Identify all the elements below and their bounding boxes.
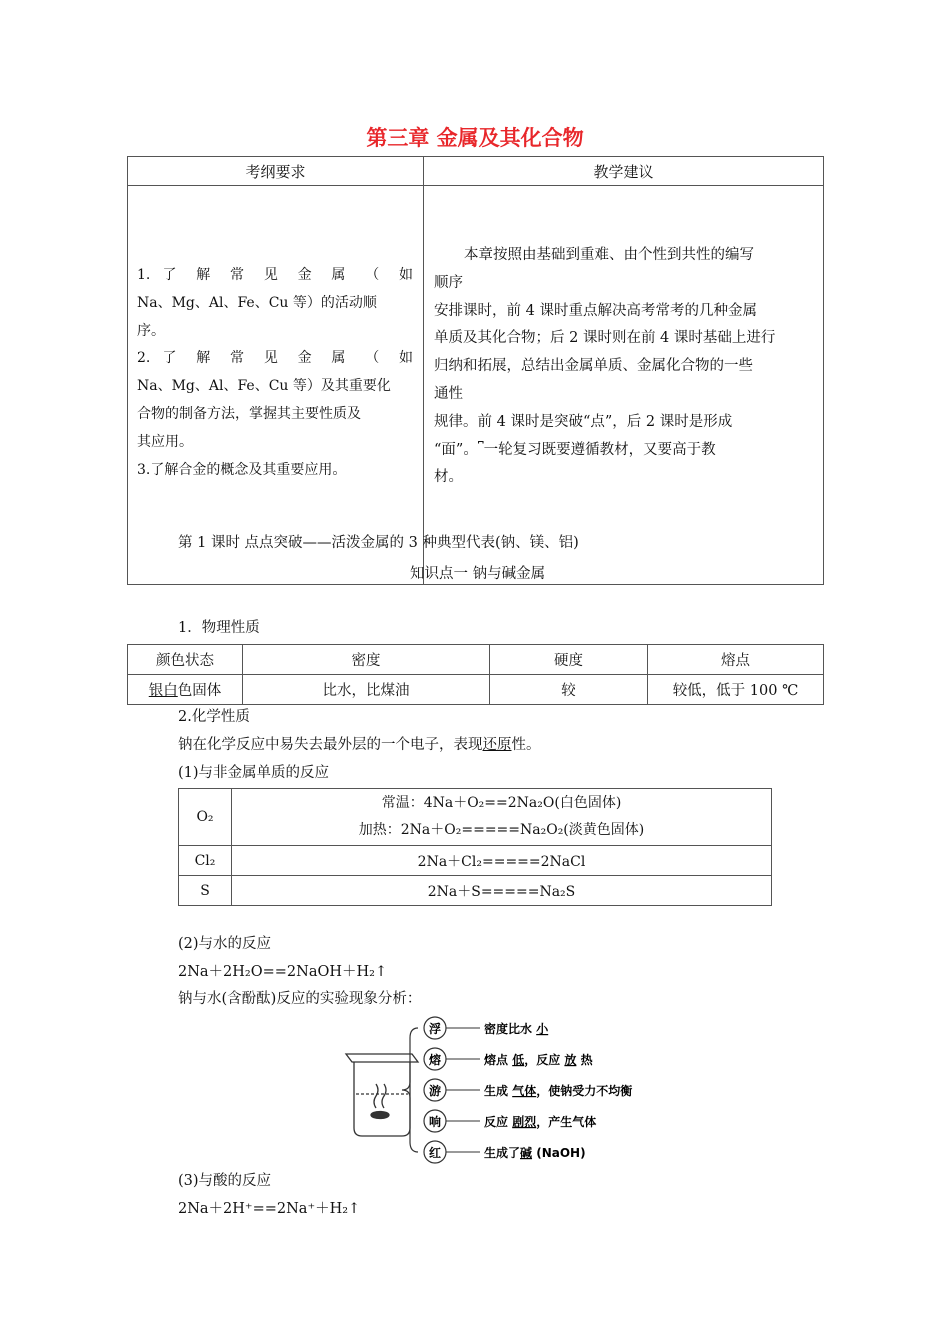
- ph-header: 密度: [243, 645, 490, 675]
- suggestions-cell: [424, 186, 824, 585]
- phen-text: [484, 1021, 549, 1036]
- ph-hardness: 较: [490, 675, 648, 705]
- phen-part: ，使钠受力不均衡: [536, 1084, 633, 1098]
- chemical-intro: [178, 733, 541, 754]
- phen-part: 反应: [484, 1115, 513, 1129]
- nm-eq-line: 2Na＋S=====Na₂S: [232, 876, 772, 906]
- lesson-title: 第 1 课时 点点突破——活泼金属的 3 种典型代表(钠、镁、铝): [178, 535, 579, 551]
- requirements-cell: [128, 186, 424, 585]
- sug-line: 安排课时，前 4 课时重点解决高考常考的几种金属: [434, 302, 757, 319]
- intro-text-end: 性。: [511, 737, 541, 753]
- phen-part: (NaOH): [532, 1146, 586, 1160]
- req-line: 2. 了 解 常 见 金 属 （ 如: [137, 350, 413, 367]
- phenomenon-red: [424, 1141, 586, 1163]
- nm-eq-line: 常温：4Na＋O₂==2Na₂O(白色固体): [381, 795, 622, 811]
- nonmetal-heading: (1)与非金属单质的反应: [178, 765, 330, 781]
- nm-equations: [232, 789, 772, 846]
- req-line: 合物的制备方法，掌握其主要性质及: [137, 405, 361, 422]
- phen-part-u: 气体: [512, 1084, 537, 1098]
- phen-char: 游: [428, 1084, 442, 1098]
- sug-line: 规律。前 4 课时是突破“点”，后 2 课时是形成: [434, 413, 733, 430]
- beaker-icon: [346, 1054, 418, 1136]
- phen-part-u: 小: [536, 1022, 549, 1036]
- phenomenon-sound: [424, 1110, 596, 1132]
- sug-line: “面”。⎴一轮复习既要遵循教材，又要高于教: [434, 441, 716, 458]
- ph-density: 比水，比煤油: [243, 675, 490, 705]
- knowledge-point: 知识点一 钠与碱金属: [410, 566, 546, 582]
- nm-eq-line: 加热：2Na＋O₂=====Na₂O₂(淡黄色固体): [358, 822, 645, 838]
- req-line: 其应用。: [137, 433, 193, 450]
- phen-part-u: 低: [512, 1053, 525, 1067]
- intro-text: 钠在化学反应中易失去最外层的一个电子，表现: [178, 737, 483, 753]
- acid-equation: 2Na＋2H⁺==2Na⁺＋H₂↑: [178, 1201, 361, 1217]
- ph-color-underlined: 银白: [148, 683, 178, 699]
- phen-text: [484, 1145, 586, 1160]
- phen-part: ，反应: [524, 1053, 565, 1067]
- physical-heading: 1．物理性质: [178, 620, 260, 636]
- phen-part: 生成: [484, 1084, 513, 1098]
- sug-line: 顺序: [434, 274, 463, 291]
- phen-part: 热: [576, 1053, 593, 1067]
- phen-char: 响: [428, 1115, 442, 1129]
- ph-color-rest: 色固体: [177, 683, 222, 699]
- phen-part-u: 剧烈: [512, 1115, 537, 1129]
- outline-table: [127, 156, 824, 585]
- phen-part: 熔点: [484, 1053, 513, 1067]
- phen-text: [484, 1083, 632, 1098]
- phen-char: 浮: [428, 1022, 442, 1036]
- req-line: 3.了解合金的概念及其重要应用。: [137, 461, 347, 478]
- phen-part-u: 碱: [520, 1146, 533, 1160]
- nm-reactant: S: [179, 876, 232, 906]
- phen-char: 红: [428, 1146, 442, 1160]
- ph-melting: 较低，低于 100 ℃: [648, 675, 824, 705]
- ph-header: 硬度: [490, 645, 648, 675]
- ph-header: 熔点: [648, 645, 824, 675]
- sug-line: 材。: [434, 469, 463, 486]
- phen-text: [483, 1052, 594, 1067]
- sug-line: 归纳和拓展，总结出金属单质、金属化合物的一些: [434, 358, 753, 375]
- physical-table: [127, 644, 824, 705]
- water-equation: 2Na＋2H₂O==2NaOH＋H₂↑: [178, 964, 388, 980]
- nm-reactant: Cl₂: [179, 846, 232, 876]
- phen-text: [484, 1114, 596, 1129]
- phenomenon-melt: [424, 1048, 594, 1070]
- nm-eq-line: 2Na＋Cl₂=====2NaCl: [232, 846, 772, 876]
- phen-part: ，产生气体: [536, 1115, 597, 1129]
- req-line: 序。: [137, 322, 165, 339]
- phenomenon-float: [424, 1017, 549, 1039]
- phenomenon-swim: [424, 1079, 632, 1101]
- chapter-title: 第三章 金属及其化合物: [366, 126, 584, 150]
- water-heading: (2)与水的反应: [178, 936, 272, 952]
- req-line: Na、Mg、Al、Fe、Cu 等）的活动顺: [137, 294, 377, 311]
- acid-heading: (3)与酸的反应: [178, 1173, 272, 1189]
- phenomena-list: [424, 1017, 632, 1163]
- header-requirements: 考纲要求: [128, 157, 424, 186]
- intro-underlined: 还原: [482, 737, 512, 753]
- sug-line: 本章按照由基础到重难、由个性到共性的编写: [464, 247, 754, 263]
- phen-part: 密度比水: [484, 1022, 537, 1036]
- nonmetal-table: [178, 788, 772, 906]
- req-line: Na、Mg、Al、Fe、Cu 等）及其重要化: [137, 378, 391, 395]
- header-suggestions: 教学建议: [424, 157, 824, 186]
- water-analysis: 钠与水(含酚酞)反应的实验现象分析：: [178, 991, 422, 1007]
- req-line: 1. 了 解 常 见 金 属 （ 如: [137, 267, 413, 283]
- phen-char: 熔: [428, 1053, 442, 1067]
- chemical-heading: 2.化学性质: [178, 709, 250, 725]
- ph-color: [128, 675, 243, 705]
- phen-part: 生成了: [484, 1146, 521, 1160]
- ph-header: 颜色状态: [128, 645, 243, 675]
- sug-line: 单质及其化合物；后 2 课时则在前 4 课时基础上进行: [434, 330, 776, 347]
- phen-part-u: 放: [564, 1053, 577, 1067]
- nm-reactant: O₂: [179, 789, 232, 846]
- water-reaction-diagram: [340, 1012, 660, 1166]
- sug-line: 通性: [434, 385, 463, 402]
